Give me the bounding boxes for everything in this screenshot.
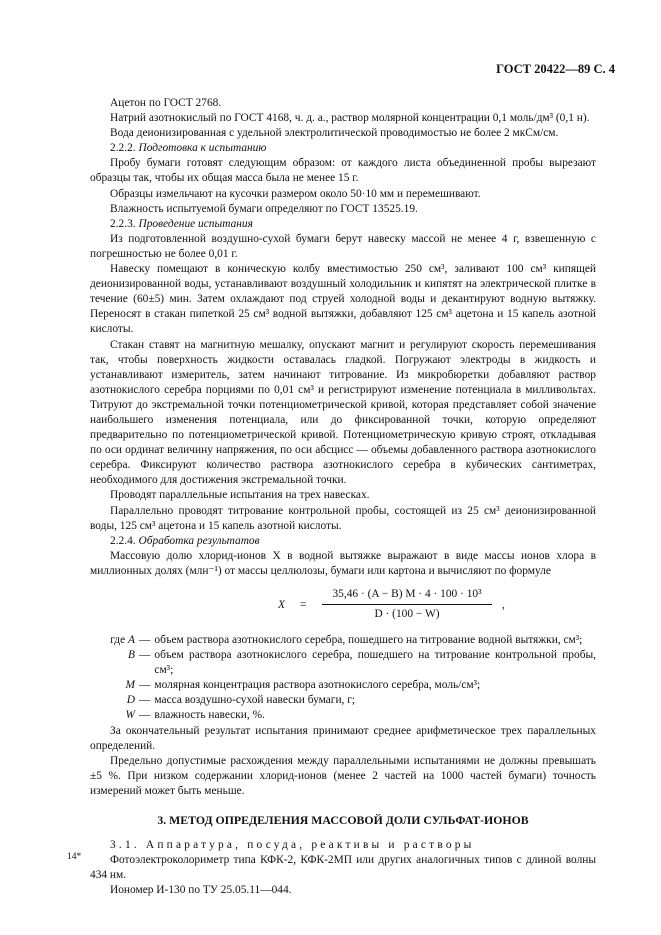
subsection-title: Проведение испытания — [138, 217, 253, 230]
paragraph: Предельно допустимые расхождения между параллельными испытаниями не должны превышать ±5 %. При низком содержании хлорид-ионов (менее 2 частей на 1000 частей бумаги) точность измерений может быть меньше. — [90, 754, 596, 797]
paragraph: Навеску помещают в коническую колбу вместимостью 250 см³, заливают 100 см³ кипящей деионизированной воды, устанавливают воздушный холодильник и кипятят на электрической плитке в течение (60±5) мин. Затем охлаждают под струей холодной воды и декантируют водную вытяжку. Переносят в стакан пипеткой 25 см³ водной вытяжки, добавляют 125 см³ ацетона и 15 капель азотной кислоты. — [90, 263, 596, 336]
definition-item: B — объем раствора азотнокислого серебра, пошедшего на титрование контрольной пробы, см³; — [90, 648, 596, 678]
definition-item: где A — объем раствора азотнокислого серебра, пошедшего на титрование водной вытяжки, см³; — [90, 633, 596, 648]
paragraph: Ацетон по ГОСТ 2768. — [110, 97, 222, 109]
paragraph: Пробу бумаги готовят следующим образом: от каждого листа объединенной пробы вырезают образцы так, чтобы их общая масса была не менее 15 г. — [90, 157, 596, 185]
formula-fraction — [322, 587, 492, 622]
paragraph: Массовую долю хлорид-ионов X в водной вытяжке выражают в виде массы ионов хлора в миллионных долях (млн⁻¹) от массы целлюлозы, бумаги или картона и вычисляют по формуле — [90, 549, 596, 577]
definition-item: W — влажность навески, %. — [90, 708, 596, 723]
paragraph: Образцы измельчают на кусочки размером около 50·10 мм и перемешивают. — [110, 187, 481, 200]
definition-symbol: D — [126, 694, 135, 707]
paragraph: Иономер И-130 по ТУ 25.05.11—044. — [110, 884, 292, 897]
subsection-number: 2.2.3. — [110, 217, 136, 230]
subsection-title: Подготовка к испытанию — [138, 142, 267, 155]
document-body — [90, 96, 596, 899]
section-heading: 3. МЕТОД ОПРЕДЕЛЕНИЯ МАССОВОЙ ДОЛИ СУЛЬФАТ-ИОНОВ — [157, 813, 529, 828]
formula-comma: , — [502, 599, 505, 611]
paragraph: Стакан ставят на магнитную мешалку, опускают магнит и регулируют скорость перемешивания так, чтобы поверхность жидкости оставалась гладкой. Погружают электроды в жидкость и устанавливают измеритель, затем начинают титрование. Из микробюретки добавляют раствор азотнокислого серебра порциями по 0,01 см³ и регистрируют изменение потенциала в милливольтах. Титруют до экстремальной точки потенциометрической кривой, которая представляет собой значение наибольшего изменения потенциала, или до фиксированной точки, которую определяют предварительно по потенциометрической кривой. Потенциометрическую кривую строят, откладывая по оси ординат величину напряжения, по оси абсцисс — объемы добавленного раствора азотнокислого серебра. Фиксируют количество раствора азотнокислого серебра в кубических сантиметрах, необходимого для достижения экстремальной точки. — [90, 338, 596, 487]
definitions-list — [90, 633, 596, 724]
definition-text: объем раствора азотнокислого серебра, пошедшего на титрование водной вытяжки, см³; — [154, 634, 583, 646]
formula-denominator: D · (100 − W) — [374, 608, 440, 621]
page-header: ГОСТ 20422—89 С. 4 — [496, 62, 615, 76]
formula-numerator: 35,46 · (A − B) M · 4 · 100 · 10³ — [322, 587, 492, 605]
formula-equals: = — [300, 599, 307, 611]
paragraph: Проводят параллельные испытания на трех навесках. — [110, 489, 370, 502]
subsection-number: 2.2.2. — [110, 142, 136, 155]
definition-text: влажность навески, %. — [154, 709, 265, 722]
paragraph: Параллельно проводят титрование контрольной пробы, состоящей из 25 см³ деионизированной воды, 125 см³ ацетона и 15 капель азотной кислоты. — [90, 504, 596, 532]
paragraph: Влажность испытуемой бумаги определяют по ГОСТ 13525.19. — [110, 202, 418, 215]
definition-text: объем раствора азотнокислого серебра, пошедшего на титрование контрольной пробы, см³; — [154, 649, 596, 677]
definition-text: молярная концентрация раствора азотнокислого серебра, моль/см³; — [154, 679, 481, 692]
subsection-heading-3-1: 3.1. Аппаратура, посуда, реактивы и растворы — [110, 839, 475, 852]
definition-text: масса воздушно-сухой навески бумаги, г; — [154, 694, 356, 707]
formula-lhs: X — [278, 599, 285, 611]
formula — [150, 587, 596, 625]
subsection-number: 2.2.4. — [110, 534, 136, 547]
page-footer-mark: 14* — [67, 852, 82, 862]
subsection-heading-2-2-3 — [90, 217, 596, 232]
paragraph: За окончательный результат испытания принимают среднее арифметическое трех параллельных определений. — [90, 724, 596, 752]
definition-item: D — масса воздушно-сухой навески бумаги, г; — [90, 693, 596, 708]
subsection-title: Обработка результатов — [138, 534, 260, 547]
definition-item: M — молярная концентрация раствора азотнокислого серебра, моль/см³; — [90, 678, 596, 693]
definition-symbol: где A — [110, 634, 135, 646]
paragraph: Натрий азотнокислый по ГОСТ 4168, ч. д. а., раствор молярной концентрации 0,1 моль/дм³ (0,1 н). — [110, 112, 590, 125]
subsection-heading-2-2-4 — [90, 534, 596, 549]
paragraph: Фотоэлектроколориметр типа КФК-2, КФК-2МП или других аналогичных типов с длиной волны 434 нм. — [90, 854, 596, 882]
definition-symbol: M — [125, 679, 135, 692]
definition-symbol: W — [125, 709, 135, 722]
subsection-heading-2-2-2 — [90, 141, 596, 156]
paragraph: Вода деионизированная с удельной электролитической проводимостью не более 2 мкСм/см. — [110, 127, 559, 140]
definition-symbol: B — [128, 649, 135, 662]
paragraph: Из подготовленной воздушно-сухой бумаги берут навеску массой не менее 4 г, взвешенную с погрешностью не более 0,01 г. — [90, 232, 596, 260]
